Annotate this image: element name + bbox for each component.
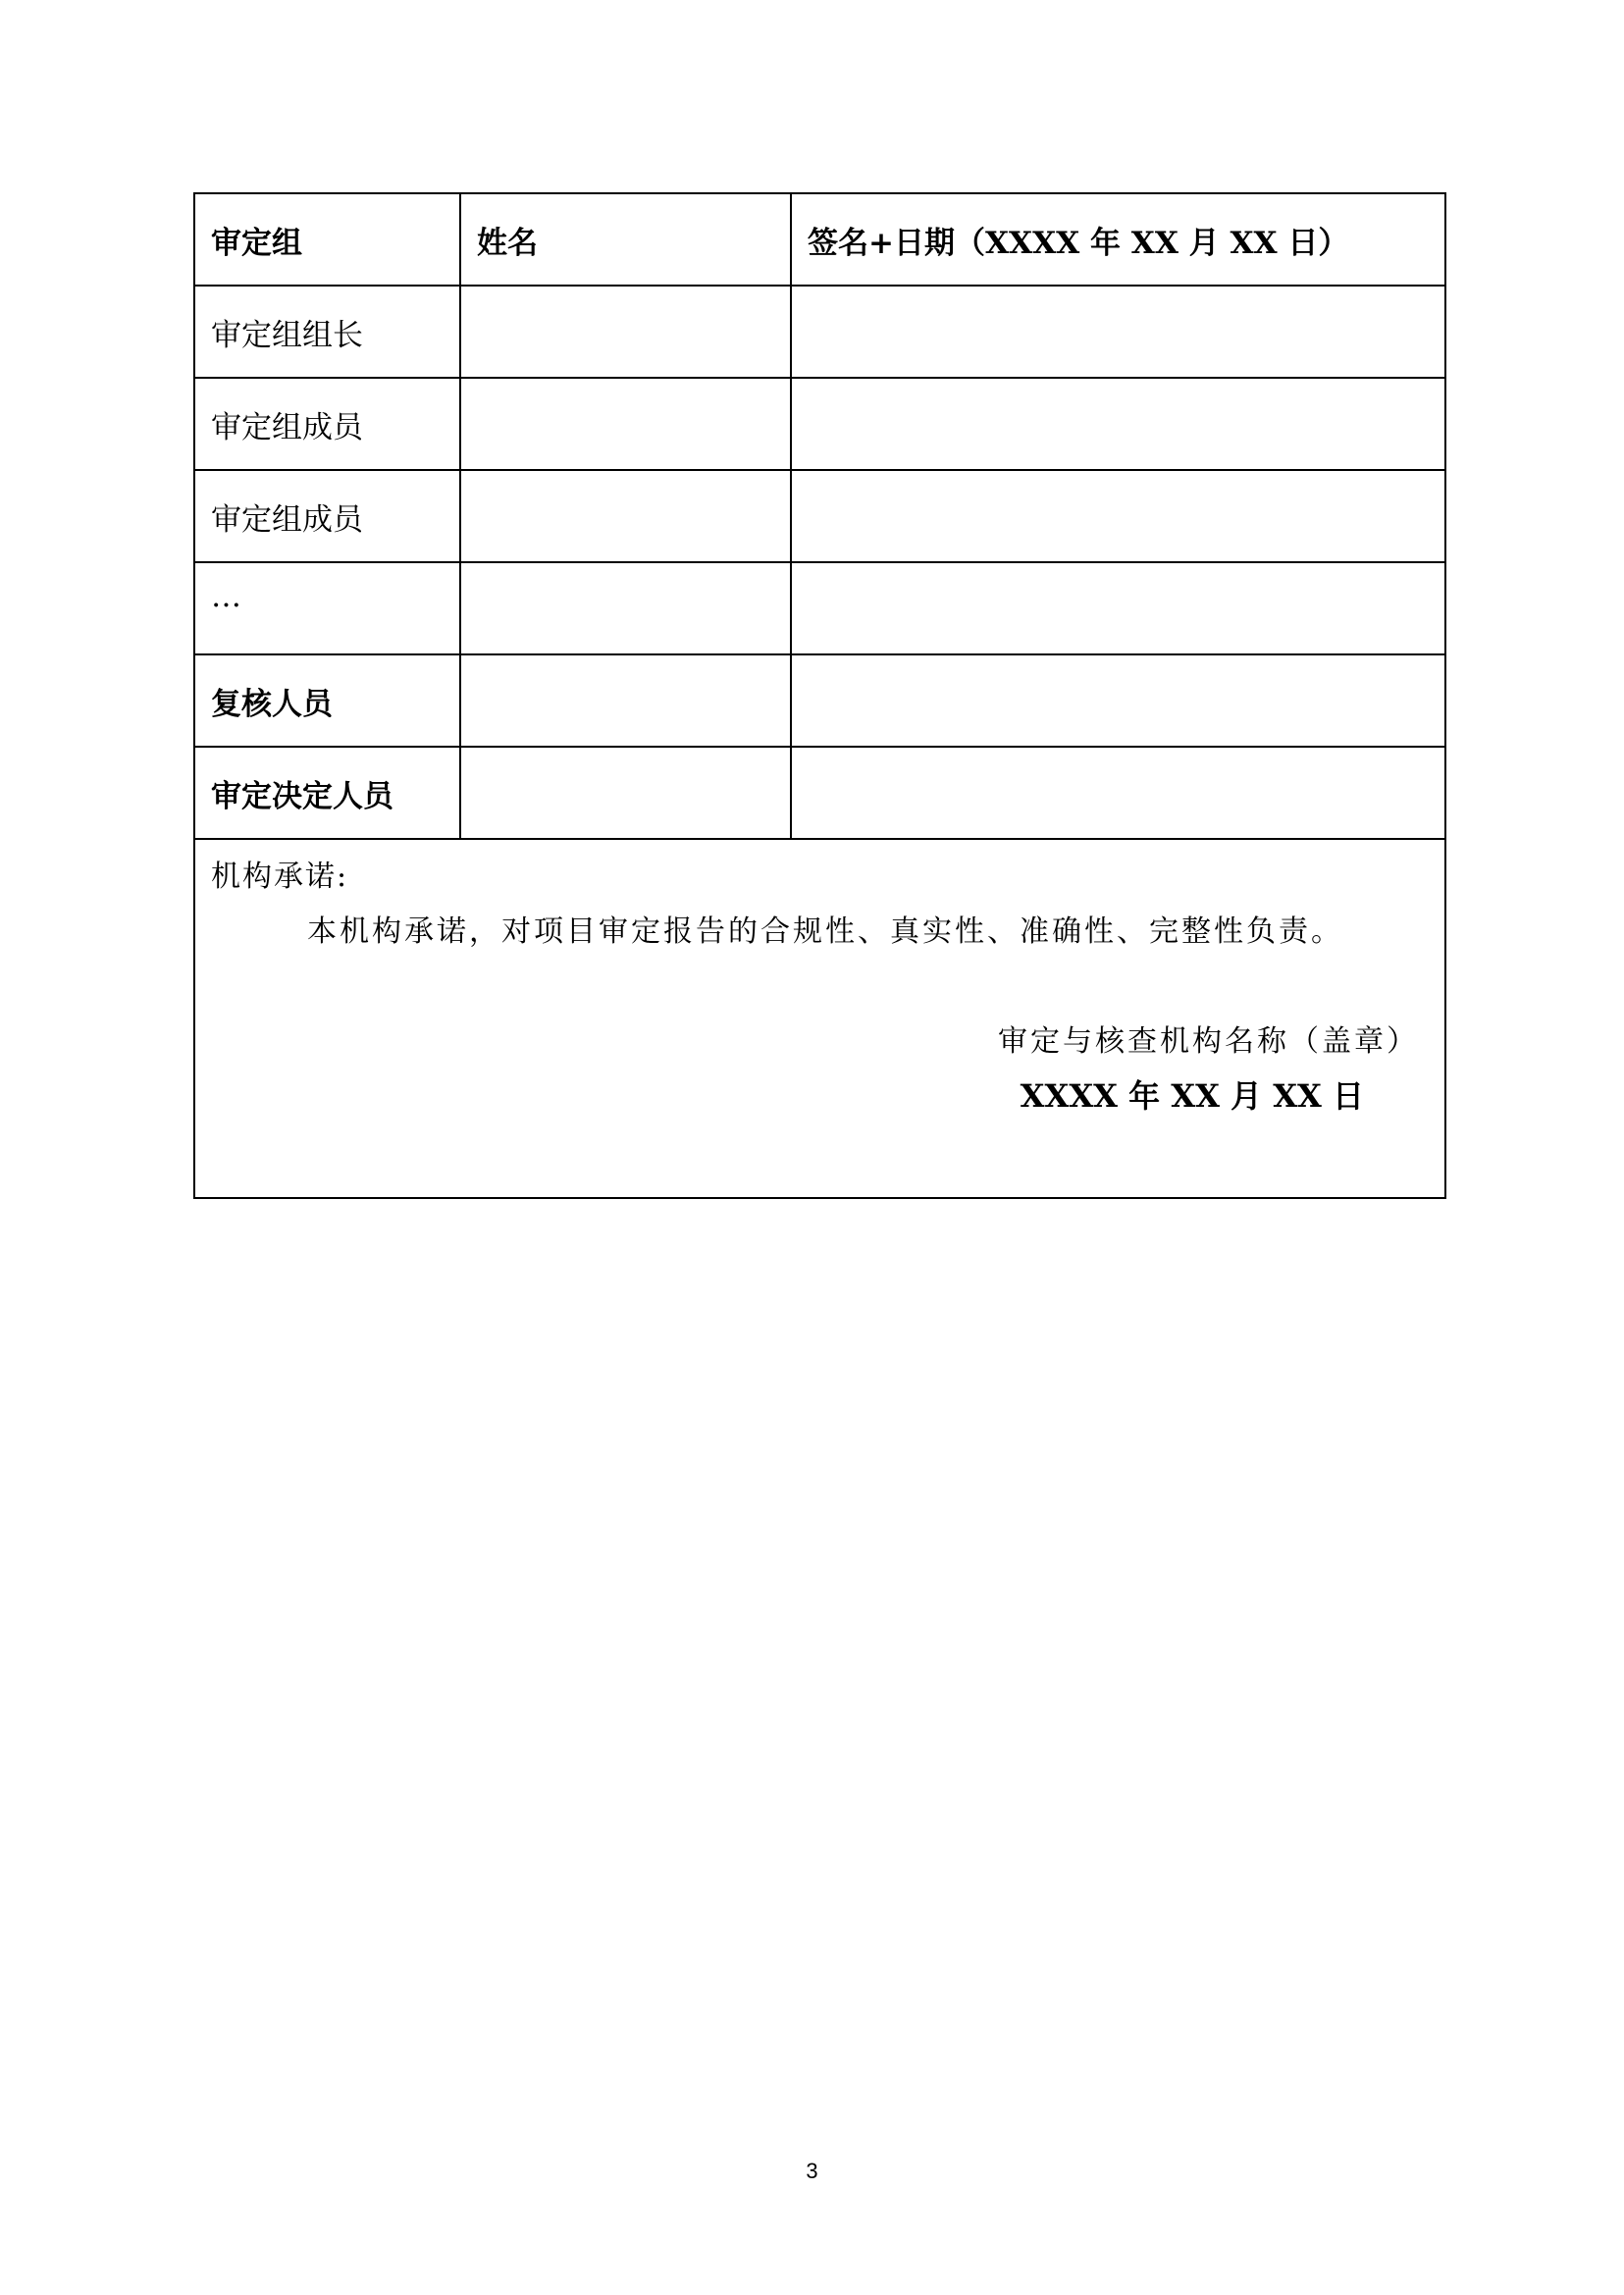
name-cell[interactable]	[460, 378, 791, 470]
signature-table	[193, 192, 1446, 1199]
table-row	[194, 470, 1445, 562]
ellipsis-text: …	[211, 579, 241, 614]
name-cell[interactable]	[460, 654, 791, 747]
signature-date-cell[interactable]	[791, 654, 1445, 747]
commitment-body: 本机构承诺，对项目审定报告的合规性、真实性、准确性、完整性负责。	[307, 914, 1343, 949]
signature-date-cell[interactable]	[791, 286, 1445, 378]
signature-date-cell[interactable]	[791, 470, 1445, 562]
table-row	[194, 654, 1445, 747]
role-cell: 审定组成员	[194, 470, 460, 562]
role-cell: 审定组组长	[194, 286, 460, 378]
commitment-row	[194, 839, 1445, 1198]
table-row	[194, 378, 1445, 470]
table-row	[194, 286, 1445, 378]
header-group: 审定组	[194, 193, 460, 286]
table-header-row	[194, 193, 1445, 286]
role-cell-ellipsis	[194, 562, 460, 654]
name-cell[interactable]	[460, 470, 791, 562]
commitment-date: XXXX 年 XX 月 XX 日	[1020, 1077, 1364, 1115]
name-cell[interactable]	[460, 747, 791, 839]
commitment-cell	[194, 839, 1445, 1198]
table-row	[194, 562, 1445, 654]
header-signature-date: 签名+日期（XXXX 年 XX 月 XX 日）	[791, 193, 1445, 286]
page-number: 3	[806, 2159, 818, 2183]
role-cell-decision-maker: 审定决定人员	[194, 747, 460, 839]
signature-date-cell[interactable]	[791, 562, 1445, 654]
header-name: 姓名	[460, 193, 791, 286]
organization-name-seal: 审定与核查机构名称（盖章）	[998, 1024, 1419, 1059]
role-cell-reviewer: 复核人员	[194, 654, 460, 747]
name-cell[interactable]	[460, 562, 791, 654]
table-row	[194, 747, 1445, 839]
signature-date-cell[interactable]	[791, 378, 1445, 470]
commitment-heading: 机构承诺:	[211, 860, 349, 894]
signature-date-cell[interactable]	[791, 747, 1445, 839]
name-cell[interactable]	[460, 286, 791, 378]
role-cell: 审定组成员	[194, 378, 460, 470]
